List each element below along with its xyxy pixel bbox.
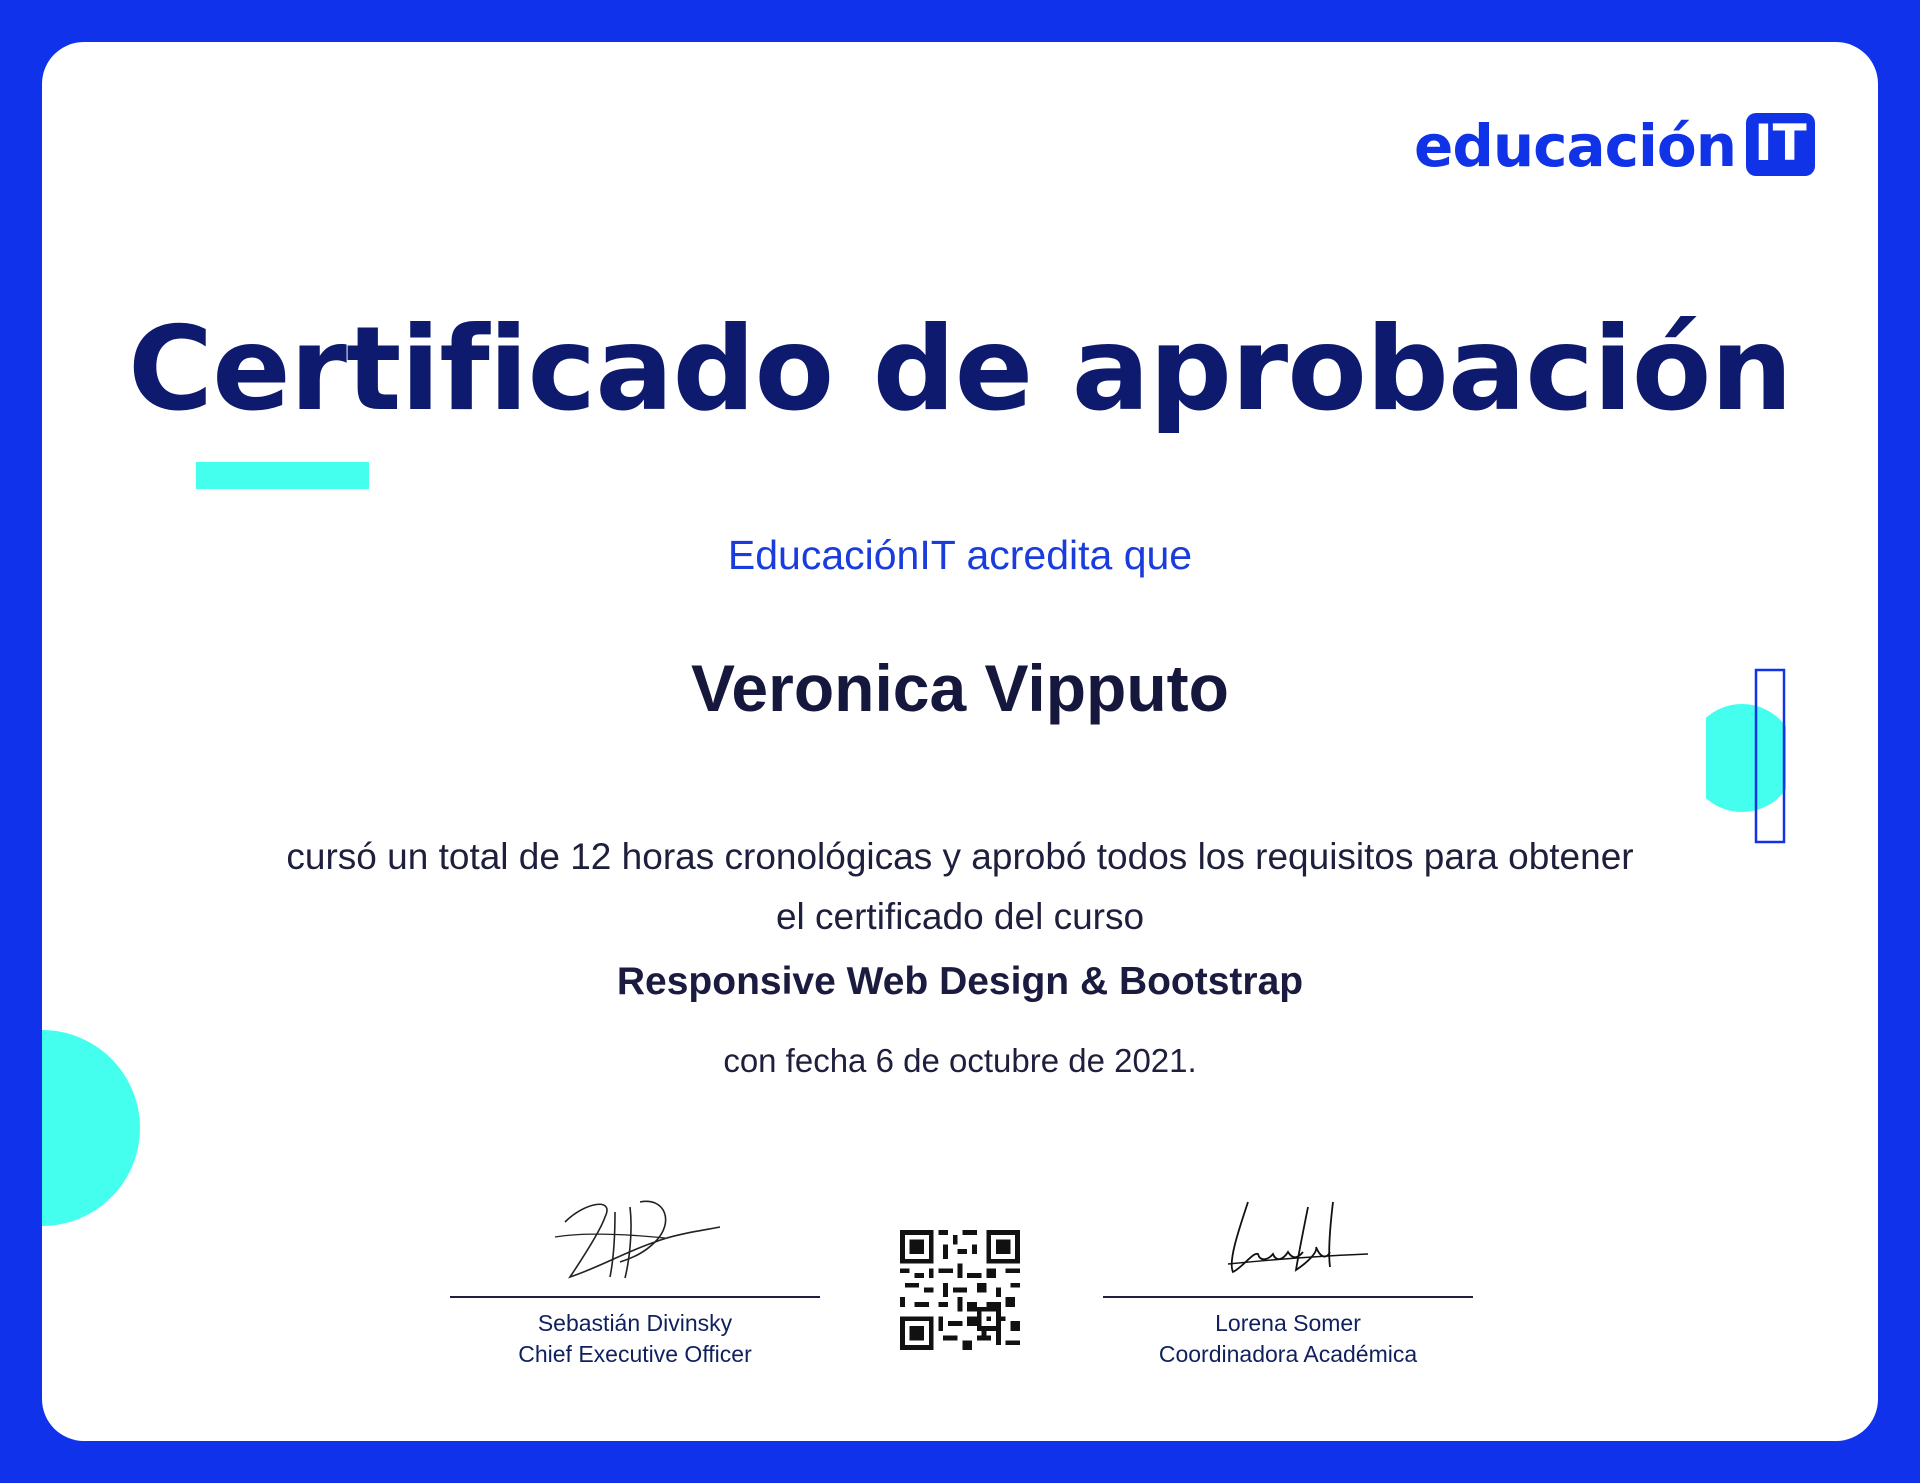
certificate-card bbox=[42, 42, 1878, 1441]
certificate-title: Certificado de aprobación bbox=[127, 302, 1793, 437]
signature-lorena-somer-icon bbox=[1198, 1182, 1378, 1292]
signatory-role: Chief Executive Officer bbox=[518, 1341, 752, 1367]
decorative-shape-right bbox=[1706, 624, 1786, 844]
signatory-role: Coordinadora Académica bbox=[1158, 1341, 1418, 1367]
signatory-name: Lorena Somer bbox=[1215, 1310, 1361, 1336]
qr-code-icon bbox=[900, 1230, 1020, 1350]
accent-bar bbox=[196, 462, 369, 489]
accredit-line: EducaciónIT acredita que bbox=[727, 532, 1193, 578]
logo-text: educación bbox=[1414, 112, 1737, 180]
certificate-body bbox=[192, 827, 1728, 947]
body-line-1: cursó un total de 12 horas cronológicas y aprobó todos los requisitos para obtener bbox=[286, 836, 1634, 877]
educacion-it-logo bbox=[1414, 112, 1815, 180]
recipient-name: Veronica Vipputo bbox=[691, 651, 1229, 725]
logo-badge: IT bbox=[1746, 113, 1815, 176]
signatory-name: Sebastián Divinsky bbox=[537, 1310, 733, 1336]
signature-line bbox=[450, 1296, 820, 1298]
signatory-academic-coordinator bbox=[1103, 1182, 1473, 1368]
signatory-ceo bbox=[450, 1182, 820, 1368]
course-name: Responsive Web Design & Bootstrap bbox=[616, 960, 1304, 1003]
signature-sebastian-divinsky-icon bbox=[545, 1182, 725, 1292]
certificate-date: con fecha 6 de octubre de 2021. bbox=[723, 1042, 1197, 1079]
body-line-2: el certificado del curso bbox=[775, 896, 1145, 937]
signature-line bbox=[1103, 1296, 1473, 1298]
